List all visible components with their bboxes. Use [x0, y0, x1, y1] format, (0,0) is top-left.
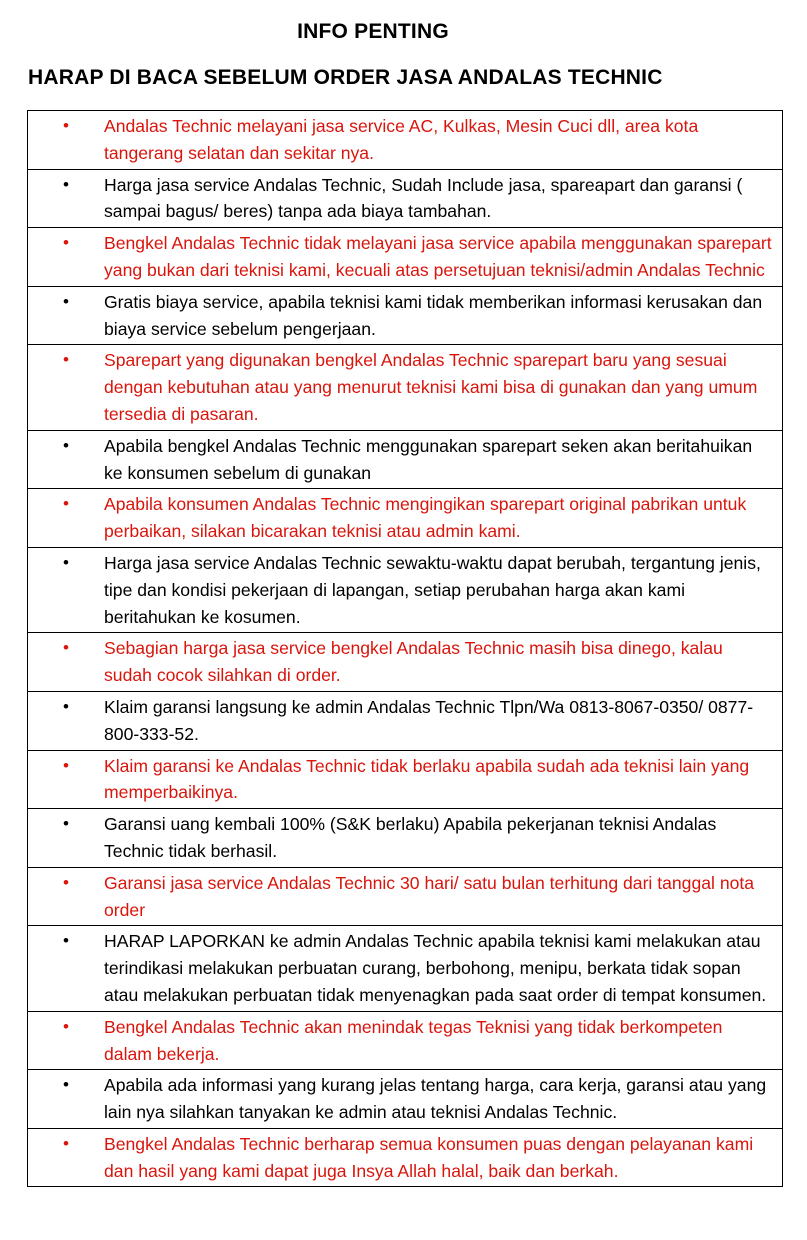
list-item: [28, 635, 774, 689]
table-row: [28, 169, 783, 228]
table-cell: [28, 489, 783, 548]
bullet-icon: •: [63, 638, 69, 658]
table-row: [28, 111, 783, 170]
list-item: [28, 1072, 774, 1126]
table-row: [28, 345, 783, 430]
table-row: [28, 1128, 783, 1187]
list-item: [28, 113, 774, 167]
info-table-body: [28, 111, 783, 1187]
bullet-icon: •: [63, 233, 69, 253]
list-item: [28, 753, 774, 807]
list-item: [28, 289, 774, 343]
list-item: [28, 811, 774, 865]
bullet-icon: •: [63, 116, 69, 135]
table-cell: [28, 228, 783, 287]
table-row: [28, 633, 783, 692]
bullet-icon: •: [63, 755, 69, 775]
list-item-text: Bengkel Andalas Technic akan menindak tegas Teknisi yang tidak berkompeten dalam bekerja.: [104, 1016, 723, 1064]
table-row: [28, 489, 783, 548]
bullet-icon: •: [63, 494, 69, 514]
table-row: [28, 430, 783, 489]
list-item-text: Harga jasa service Andalas Technic, Sudah Include jasa, spareapart dan garansi ( sampai bagus/ beres) tanpa ada biaya tambahan.: [104, 174, 743, 222]
table-row: [28, 750, 783, 809]
table-cell: [28, 867, 783, 926]
list-item-text: Garansi jasa service Andalas Technic 30 hari/ satu bulan terhitung dari tanggal nota order: [104, 872, 755, 920]
table-row: [28, 286, 783, 345]
list-item: [28, 550, 774, 630]
table-cell: [28, 1070, 783, 1129]
table-row: [28, 809, 783, 868]
table-cell: [28, 1011, 783, 1070]
table-row: [28, 547, 783, 632]
bullet-icon: •: [63, 1075, 69, 1095]
list-item-text: Klaim garansi ke Andalas Technic tidak berlaku apabila sudah ada teknisi lain yang memperbaikinya.: [104, 755, 750, 803]
bullet-icon: •: [63, 350, 69, 370]
table-row: [28, 1011, 783, 1070]
bullet-icon: •: [63, 291, 69, 311]
page-subtitle: HARAP DI BACA SEBELUM ORDER JASA ANDALAS TECHNIC: [28, 66, 663, 89]
table-cell: [28, 633, 783, 692]
table-cell: [28, 809, 783, 868]
table-cell: [28, 691, 783, 750]
list-item: [28, 694, 774, 748]
bullet-icon: •: [63, 174, 69, 194]
list-item-text: Apabila konsumen Andalas Technic mengingikan sparepart original pabrikan untuk perbaikan, silakan bicarakan teknisi atau admin kami.: [104, 494, 747, 542]
page-title: INFO PENTING: [297, 20, 449, 43]
table-cell: [28, 430, 783, 489]
bullet-icon: •: [63, 931, 69, 951]
list-item: [28, 1014, 774, 1068]
bullet-icon: •: [63, 1016, 69, 1036]
table-cell: [28, 169, 783, 228]
bullet-icon: •: [63, 872, 69, 892]
list-item-text: Andalas Technic melayani jasa service AC, Kulkas, Mesin Cuci dll, area kota tangerang selatan dan sekitar nya.: [104, 116, 699, 163]
list-item-text: Gratis biaya service, apabila teknisi kami tidak memberikan informasi kerusakan dan biaya service sebelum pengerjaan.: [104, 291, 763, 339]
table-row: [28, 1070, 783, 1129]
list-item: [28, 347, 774, 427]
list-item-text: Bengkel Andalas Technic berharap semua konsumen puas dengan pelayanan kami dan hasil yang kami dapat juga Insya Allah halal, baik dan berkah.: [104, 1133, 754, 1181]
list-item: [28, 491, 774, 545]
list-item: [28, 870, 774, 924]
list-item-text: Sparepart yang digunakan bengkel Andalas Technic sparepart baru yang sesuai dengan kebutuhan atau yang menurut teknisi kami bisa di gunakan dan yang umum tersedia di pasaran.: [104, 350, 758, 424]
list-item-text: Harga jasa service Andalas Technic sewaktu-waktu dapat berubah, tergantung jenis, tipe dan kondisi pekerjaan di lapangan, setiap perubahan harga akan kami beritahukan ke kosumen.: [104, 552, 761, 627]
table-cell: [28, 926, 783, 1011]
table-row: [28, 926, 783, 1011]
table-row: [28, 867, 783, 926]
list-item: [28, 1131, 774, 1185]
bullet-icon: •: [63, 1133, 69, 1153]
info-table: [27, 110, 783, 1187]
table-cell: [28, 1128, 783, 1187]
list-item-text: Klaim garansi langsung ke admin Andalas Technic Tlpn/Wa 0813-8067-0350/ 0877-800-333-52.: [104, 696, 754, 744]
table-row: [28, 228, 783, 287]
list-item: [28, 433, 774, 487]
list-item-text: Apabila ada informasi yang kurang jelas tentang harga, cara kerja, garansi atau yang lain nya silahkan tanyakan ke admin atau teknisi Andalas Technic.: [104, 1075, 767, 1123]
list-item: [28, 928, 774, 1008]
table-cell: [28, 345, 783, 430]
table-cell: [28, 547, 783, 632]
list-item-text: Garansi uang kembali 100% (S&K berlaku) Apabila pekerjanan teknisi Andalas Technic tidak berhasil.: [104, 814, 717, 861]
table-cell: [28, 111, 783, 170]
table-row: [28, 691, 783, 750]
bullet-icon: •: [63, 696, 69, 716]
list-item-text: Bengkel Andalas Technic tidak melayani jasa service apabila menggunakan sparepart yang bukan dari teknisi kami, kecuali atas persetujuan teknisi/admin Andalas Technic: [104, 233, 772, 280]
list-item-text: Sebagian harga jasa service bengkel Andalas Technic masih bisa dinego, kalau sudah cocok silahkan di order.: [104, 638, 723, 686]
list-item-text: HARAP LAPORKAN ke admin Andalas Technic apabila teknisi kami melakukan atau terindikasi melakukan perbuatan curang, berbohong, menipu, berkata tidak sopan atau melakukan perbuatan tidak menyenagkan pada saat order di tempat konsumen.: [104, 931, 767, 1005]
bullet-icon: •: [63, 435, 69, 455]
list-item: [28, 172, 774, 226]
table-cell: [28, 286, 783, 345]
table-cell: [28, 750, 783, 809]
bullet-icon: •: [63, 814, 69, 834]
list-item: [28, 230, 774, 284]
list-item-text: Apabila bengkel Andalas Technic menggunakan sparepart seken akan beritahuikan ke konsumen sebelum di gunakan: [104, 435, 753, 483]
bullet-icon: •: [63, 552, 69, 572]
